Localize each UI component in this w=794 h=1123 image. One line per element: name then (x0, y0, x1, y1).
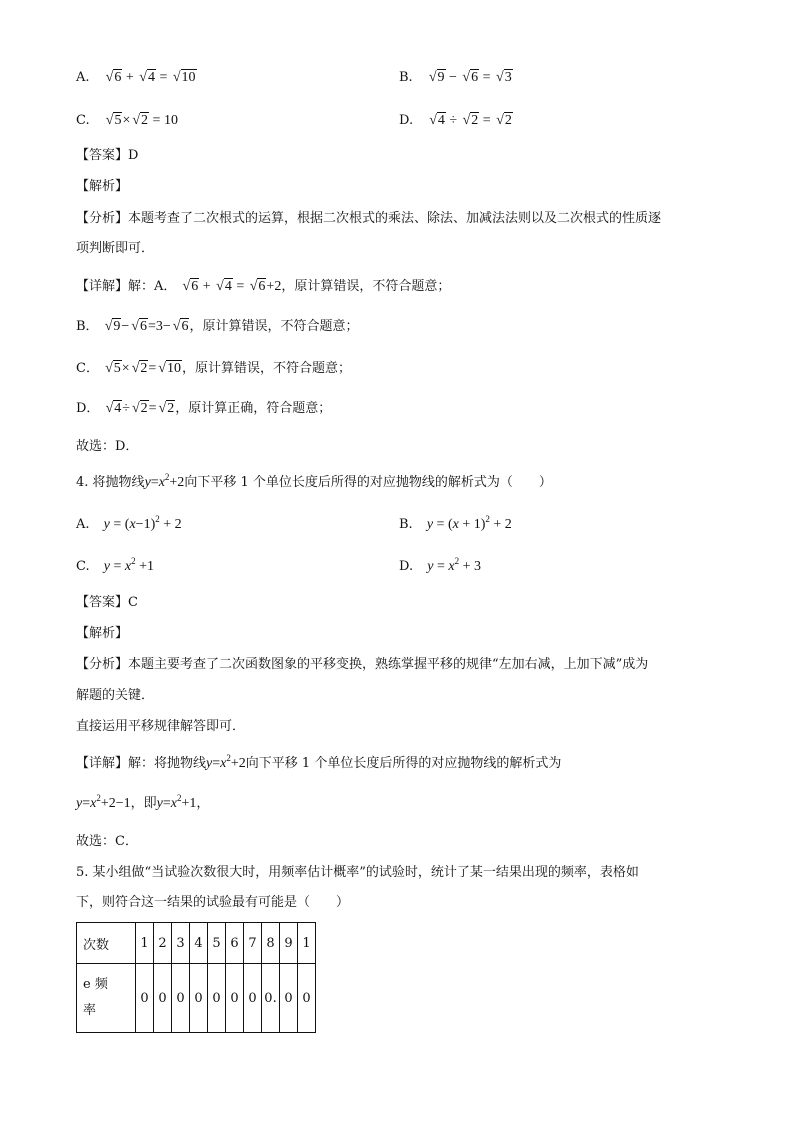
q3-analysis-heading: 【解析】 (76, 179, 129, 194)
q3-detail-b: B． √9− √6=3− √6，原计算错误，不符合题意； (76, 319, 359, 334)
q4-stem: 4. 将抛物线$y=x^2+2$向下平移 1 个单位长度后所得的对应抛物线的解析式为（ ） (76, 472, 552, 490)
table-cell: 0 (172, 964, 190, 1033)
option-b-expression: √9 − √6 = √3 (428, 70, 512, 85)
table-cell: 0 (298, 964, 316, 1033)
option-c-expression: √5× √2 = 10 (105, 113, 178, 128)
table-cell: 5 (208, 923, 226, 964)
q4-option-d: D. $y = x^2 + 3$ (399, 556, 481, 574)
option-label: D. (399, 113, 414, 128)
table-cell: 0. (262, 964, 280, 1033)
table-cell: 1 (136, 923, 154, 964)
q4-conclusion: 故选：C． (76, 834, 138, 849)
table-cell: 0 (208, 964, 226, 1033)
q4-option-a: A. $y = (x-1)^2 + 2$ (76, 514, 182, 532)
q4-fenxi-line3: 直接运用平移规律解答即可． (76, 719, 246, 734)
option-label: A. (76, 70, 90, 85)
option-d-expression: √4 ÷ √2 = √2 (429, 113, 512, 128)
q3-conclusion: 故选：D． (76, 439, 139, 454)
q4-option-b: B. $y = (x + 1)^2 + 2$ (399, 514, 512, 532)
q5-stem-line1: 5. 某小组做“当试验次数很大时，用频率估计概率”的试验时，统计了某一结果出现的频率，表格如 (76, 865, 639, 880)
row-header-count: 次数 (77, 923, 136, 964)
q4-detail-line2: $y=x^2+2-1$，即$y=x^2+1$， (76, 793, 210, 811)
table-cell: 7 (244, 923, 262, 964)
table-cell: 1 (298, 923, 316, 964)
q4-fenxi-line2: 解题的关键． (76, 688, 155, 703)
q3-option-a (76, 69, 197, 87)
option-label: C. (76, 113, 90, 128)
row-header-frequency: e 频 率 (77, 964, 136, 1033)
table-cell: 0 (280, 964, 298, 1033)
q3-detail-d: D． √4÷ √2= √2，原计算正确，符合题意； (76, 401, 332, 416)
q3-fenxi-line1: 【分析】本题考查了二次根式的运算，根据二次根式的乘法、除法、加减法法则以及二次根式的性质逐 (76, 211, 662, 226)
table-row (77, 964, 316, 1033)
q3-detail-a: 【详解】解：A． √6 + √4 = √6+2，原计算错误，不符合题意； (76, 279, 451, 294)
answer-value: D (128, 148, 139, 163)
table-cell: 0 (136, 964, 154, 1033)
table-cell: 6 (226, 923, 244, 964)
table-cell: 4 (190, 923, 208, 964)
q5-stem-line2: 下，则符合这一结果的试验最有可能是（ ） (76, 895, 350, 910)
q3-answer: 【答案】D (76, 148, 139, 163)
q3-option-d (399, 112, 513, 130)
table-cell: 8 (262, 923, 280, 964)
q4-fenxi-line1: 【分析】本题主要考查了二次函数图象的平移变换，熟练掌握平移的规律“左加右减，上加下减”成为 (76, 657, 649, 672)
q4-option-c: C. $y = x^2 +1$ (76, 556, 155, 574)
table-row (77, 923, 316, 964)
table-cell: 3 (172, 923, 190, 964)
q4-analysis-heading: 【解析】 (76, 626, 129, 641)
frequency-table (76, 922, 316, 1033)
table-cell: 0 (244, 964, 262, 1033)
table-cell: 0 (226, 964, 244, 1033)
q4-detail-line1: 【详解】解：将抛物线$y=x^2+2$向下平移 1 个单位长度后所得的对应抛物线的解析式为 (76, 753, 562, 771)
q4-answer: 【答案】C (76, 595, 138, 610)
q3-option-c (76, 112, 178, 130)
q3-fenxi-line2: 项判断即可． (76, 241, 155, 256)
table-cell: 0 (154, 964, 172, 1033)
q3-option-b (399, 69, 513, 87)
option-label: B. (399, 70, 413, 85)
option-a-expression: √6 + √4 = √10 (105, 70, 196, 85)
table-cell: 0 (190, 964, 208, 1033)
q3-detail-c: C． √5× √2= √10，原计算错误，不符合题意； (76, 361, 351, 376)
table-cell: 2 (154, 923, 172, 964)
table-cell: 9 (280, 923, 298, 964)
answer-value: C (128, 595, 138, 610)
